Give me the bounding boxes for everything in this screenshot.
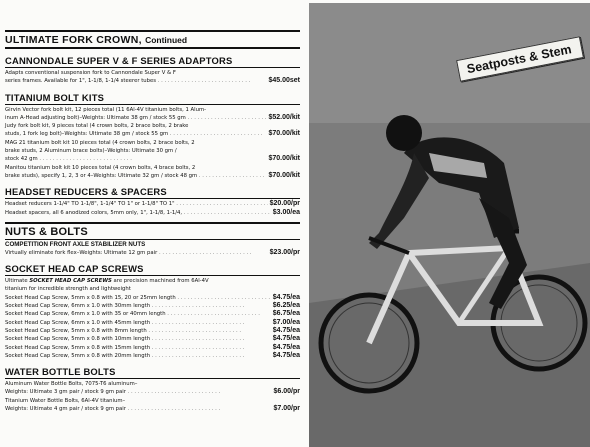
line-text: Virtually eliminate fork flex–Weights: Ultimate 12 gm pair . . . [5, 249, 268, 257]
price: $23.00/pr [269, 248, 300, 256]
socket-row [5, 327, 300, 335]
item-text: Aluminum Water Bottle Bolts, 7075-T6 aluminum– [5, 381, 138, 388]
line-text: Socket Head Cap Screw, 5mm x 0.8 with 20mm length . . . [5, 352, 271, 360]
socket-row [5, 310, 300, 318]
intro-highlight: SOCKET HEAD CAP SCREWS [29, 278, 112, 285]
price: $70.00/kit [268, 155, 300, 163]
price: $7.00/pr [273, 405, 300, 413]
price: $6.00/pr [273, 388, 300, 396]
item-text: stock 42 gm . . . [5, 155, 266, 163]
headset-line-1 [5, 200, 300, 208]
price: $3.00/ea [272, 208, 300, 216]
section-heading-nuts-bolts: NUTS & BOLTS [5, 222, 300, 240]
price: $4.75/ea [272, 343, 300, 351]
socket-row [5, 302, 300, 310]
page-title-text: ULTIMATE FORK CROWN, [5, 34, 142, 46]
page-title-continued: Continued [145, 35, 188, 45]
price: $4.75/ea [272, 351, 300, 359]
item-text: Manitou titanium bolt kit 10 pieces total (4 crown bolts, 4 brace bolts, 2 [5, 164, 196, 171]
section-heading-headset: HEADSET REDUCERS & SPACERS [5, 184, 300, 199]
item-text: Girvin Vector fork bolt kit, 12 pieces total (11 6Al-4V titanium bolts, 1 Alum- [5, 106, 207, 113]
titanium-item-girvin [5, 106, 300, 123]
section-heading-socket: SOCKET HEAD CAP SCREWS [5, 261, 300, 276]
socket-row [5, 344, 300, 352]
line-text: Adapts conventional suspension fork to Cannondale Super V & F [5, 70, 176, 76]
section-heading-water-bottle: WATER BOTTLE BOLTS [5, 364, 300, 379]
line-text: Socket Head Cap Screw, 5mm x 0.8 with 15, 20 or 25mm length . . . [5, 294, 271, 302]
section-heading-cannondale: CANNONDALE SUPER V & F SERIES ADAPTORS [5, 53, 300, 68]
price: $4.75/ea [272, 293, 300, 301]
line-text: Headset spacers, all 6 anodized colors, 5mm only, 1", 1-1/8, 1-1/4, . . . [5, 209, 271, 217]
cyclist-illustration [309, 3, 590, 447]
item-text: inum A-Head adjusting bolt)–Weights: Ultimate 38 gm / stock 55 gm . . . [5, 114, 266, 122]
item-text: Weights: Ultimate 3 gm pair / stock 9 gm pair . . . [5, 388, 272, 396]
water-item-aluminum [5, 380, 300, 397]
line-text: series frames. Available for 1", 1-1/8, 1-1/4 steerer tubes . . . [5, 77, 266, 85]
cyclist-photo [309, 3, 590, 447]
titanium-item-judy [5, 122, 300, 139]
price: $20.00/pr [269, 200, 300, 208]
water-item-titanium [5, 397, 300, 414]
intro-text: are precision machined from 6Al-4V [111, 278, 209, 285]
socket-list [5, 294, 300, 360]
item-text: MAG 21 titanium bolt kit 10 pieces total (4 crown bolts, 2 brace bolts, 2 [5, 139, 195, 146]
price: $4.75/ea [272, 335, 300, 343]
item-text: brake studs, 2 Aluminum brace bolts)–Weights: Ultimate 30 gm / [5, 148, 177, 155]
socket-row [5, 294, 300, 302]
item-text: Titanium Water Bottle Bolts, 6Al-4V titanium– [5, 397, 126, 404]
cannondale-line-2 [5, 77, 300, 85]
headset-line-2 [5, 209, 300, 217]
line-text: Headset reducers 1-1/4" TO 1-1/8", 1-1/4" TO 1" or 1-1/8" TO 1" . . . [5, 200, 268, 208]
line-text: Socket Head Cap Screw, 6mm x 1.0 with 30mm length . . . [5, 302, 271, 310]
price: $7.00/ea [272, 318, 300, 326]
socket-row [5, 319, 300, 327]
price: $45.00set [268, 77, 300, 85]
price: $70.00/kit [268, 130, 300, 138]
intro-text: Ultimate [5, 278, 30, 285]
line-text: Socket Head Cap Screw, 5mm x 0.8 with 10mm length . . . [5, 335, 271, 343]
item-text: studs, 1 fork leg bolt)–Weights: Ultimate 38 gm / stock 55 gm . . . [5, 130, 266, 138]
item-text: brake studs), specify 1, 2, 3 or 4–Weights: Ultimate 32 gm / stock 48 gm . . . [5, 172, 266, 180]
line-text: Socket Head Cap Screw, 6mm x 1.0 with 35 or 40mm length . . . [5, 310, 271, 318]
line-text: Socket Head Cap Screw, 5mm x 0.8 with 15mm length . . . [5, 344, 271, 352]
item-text: Weights: Ultimate 4 gm pair / stock 9 gm pair . . . [5, 405, 272, 413]
line-text: Socket Head Cap Screw, 6mm x 1.0 with 45mm length . . . [5, 319, 271, 327]
price: $70.00/kit [268, 171, 300, 179]
socket-row [5, 352, 300, 360]
section-heading-titanium: TITANIUM BOLT KITS [5, 90, 300, 105]
socket-intro-2: titanium for incredible strength and lightweight [5, 286, 131, 293]
subheading-axle-nuts: COMPETITION FRONT AXLE STABILIZER NUTS [5, 240, 146, 248]
titanium-item-manitou [5, 164, 300, 181]
socket-intro [5, 277, 300, 285]
socket-row [5, 335, 300, 343]
price: $6.75/ea [272, 310, 300, 318]
seatposts-stems-banner: Seatposts & Stem [456, 36, 584, 82]
cannondale-line-1 [5, 69, 300, 77]
rider-helmet [386, 115, 422, 151]
price: $4.75/ea [272, 326, 300, 334]
titanium-item-mag21 [5, 139, 300, 164]
product-list-column [5, 30, 300, 413]
item-text: Judy fork bolt kit, 9 pieces total (4 crown bolts, 2 brace bolts, 2 brake [5, 123, 189, 130]
price: $6.25/ea [272, 302, 300, 310]
page-title [5, 30, 300, 49]
price: $52.00/kit [268, 113, 300, 121]
line-text: Socket Head Cap Screw, 5mm x 0.8 with 8mm length . . . [5, 327, 271, 335]
nuts-line-1 [5, 249, 300, 257]
